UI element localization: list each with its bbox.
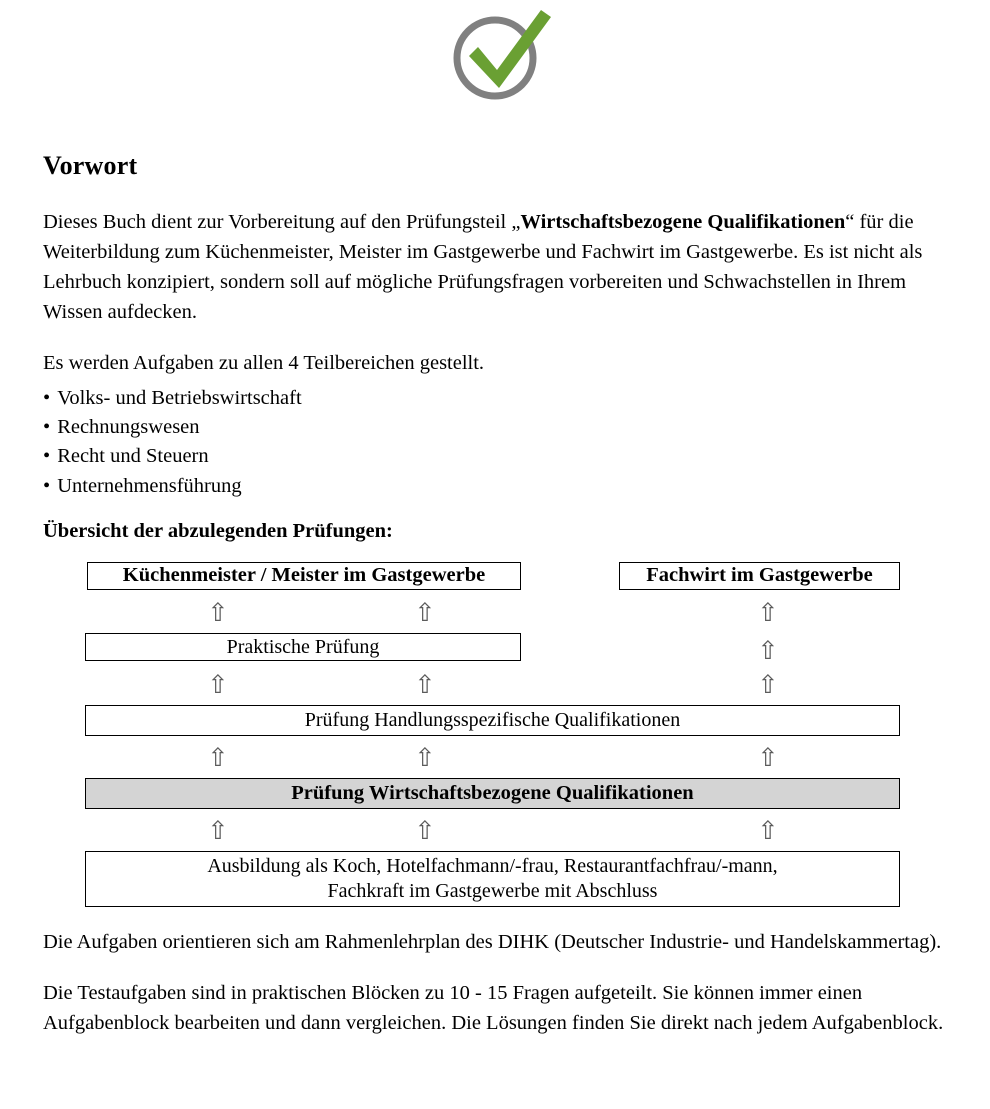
diagram-box-label-line2: Fachkraft im Gastgewerbe mit Abschluss [327, 880, 658, 902]
diagram-box-label-line1: Ausbildung als Koch, Hotelfachmann/-frau, Restaurantfachfrau/-mann, [207, 855, 778, 877]
up-arrow-icon: ⇧ [207, 743, 229, 772]
list-item-label: Unternehmensführung [57, 474, 242, 497]
page-title: Vorwort [43, 151, 138, 180]
green-check-circle-icon [445, 4, 557, 112]
diagram-box-wirtschaftsbezogene [85, 778, 900, 809]
list-item-label: Volks- und Betriebswirtschaft [57, 387, 302, 410]
up-arrow-icon: ⇧ [757, 743, 779, 772]
list-item [43, 384, 948, 413]
diagram-subheading: Übersicht der abzulegenden Prüfungen: [43, 519, 393, 542]
diagram-box-label: Fachwirt im Gastgewerbe [646, 564, 873, 587]
bullet-icon: • [43, 445, 51, 468]
up-arrow-icon: ⇧ [414, 743, 436, 772]
list-item [43, 442, 948, 471]
up-arrow-icon: ⇧ [757, 636, 779, 665]
up-arrow-icon: ⇧ [414, 670, 436, 699]
paragraph-rahmenlehrplan: Die Aufgaben orientieren sich am Rahmenlehrplan des DIHK (Deutscher Industrie- und Handelskammertag). [43, 931, 942, 953]
intro-paragraph [43, 207, 948, 328]
up-arrow-icon: ⇧ [207, 816, 229, 845]
diagram-box-kuechenmeister [87, 562, 521, 590]
list-item [43, 472, 948, 501]
list-item [43, 413, 948, 442]
up-arrow-icon: ⇧ [757, 670, 779, 699]
intro-text-part2: “ für die Weiterbildung zum Küchenmeister, Meister im Gastgewerbe und Fachwirt im Gastgewerbe. Es ist nicht als Lehrbuch konzipiert, sondern soll auf mögliche Prüfungsfragen vorbereiten und Schwachstellen in Ihrem Wissen aufdecken. [43, 210, 923, 323]
topics-list [43, 384, 948, 500]
up-arrow-icon: ⇧ [207, 670, 229, 699]
exam-structure-diagram [0, 562, 990, 907]
diagram-box-label: Prüfung Wirtschaftsbezogene Qualifikationen [291, 781, 694, 804]
up-arrow-icon: ⇧ [207, 598, 229, 627]
up-arrow-icon: ⇧ [757, 598, 779, 627]
bullet-icon: • [43, 387, 51, 410]
diagram-box-handlungsspezifische [85, 705, 900, 736]
up-arrow-icon: ⇧ [414, 598, 436, 627]
list-item-label: Rechnungswesen [57, 416, 200, 439]
up-arrow-icon: ⇧ [757, 816, 779, 845]
diagram-box-fachwirt [619, 562, 900, 590]
diagram-box-label: Praktische Prüfung [226, 635, 380, 658]
closing-paragraphs [43, 927, 948, 1038]
diagram-box-ausbildung [85, 851, 900, 907]
intro-text-part1: Dieses Buch dient zur Vorbereitung auf den Prüfungsteil „ [43, 210, 521, 233]
list-item-label: Recht und Steuern [57, 445, 209, 468]
bullet-icon: • [43, 474, 51, 497]
paragraph-testaufgaben: Die Testaufgaben sind in praktischen Blöcken zu 10 - 15 Fragen aufgeteilt. Sie können immer einen Aufgabenblock bearbeiten und dann vergleichen. Die Lösungen finden Sie direkt nach jedem Aufgabenblock. [43, 982, 944, 1035]
up-arrow-icon: ⇧ [414, 816, 436, 845]
bullet-icon: • [43, 416, 51, 439]
diagram-box-label: Prüfung Handlungsspezifische Qualifikationen [304, 709, 681, 731]
sections-intro-paragraph: Es werden Aufgaben zu allen 4 Teilbereichen gestellt. [43, 352, 485, 375]
diagram-box-praktische-pruefung [85, 633, 521, 661]
diagram-box-label: Küchenmeister / Meister im Gastgewerbe [122, 564, 486, 587]
intro-text-bold: Wirtschaftsbezogene Qualifikationen [520, 210, 846, 233]
article-body [43, 152, 948, 543]
